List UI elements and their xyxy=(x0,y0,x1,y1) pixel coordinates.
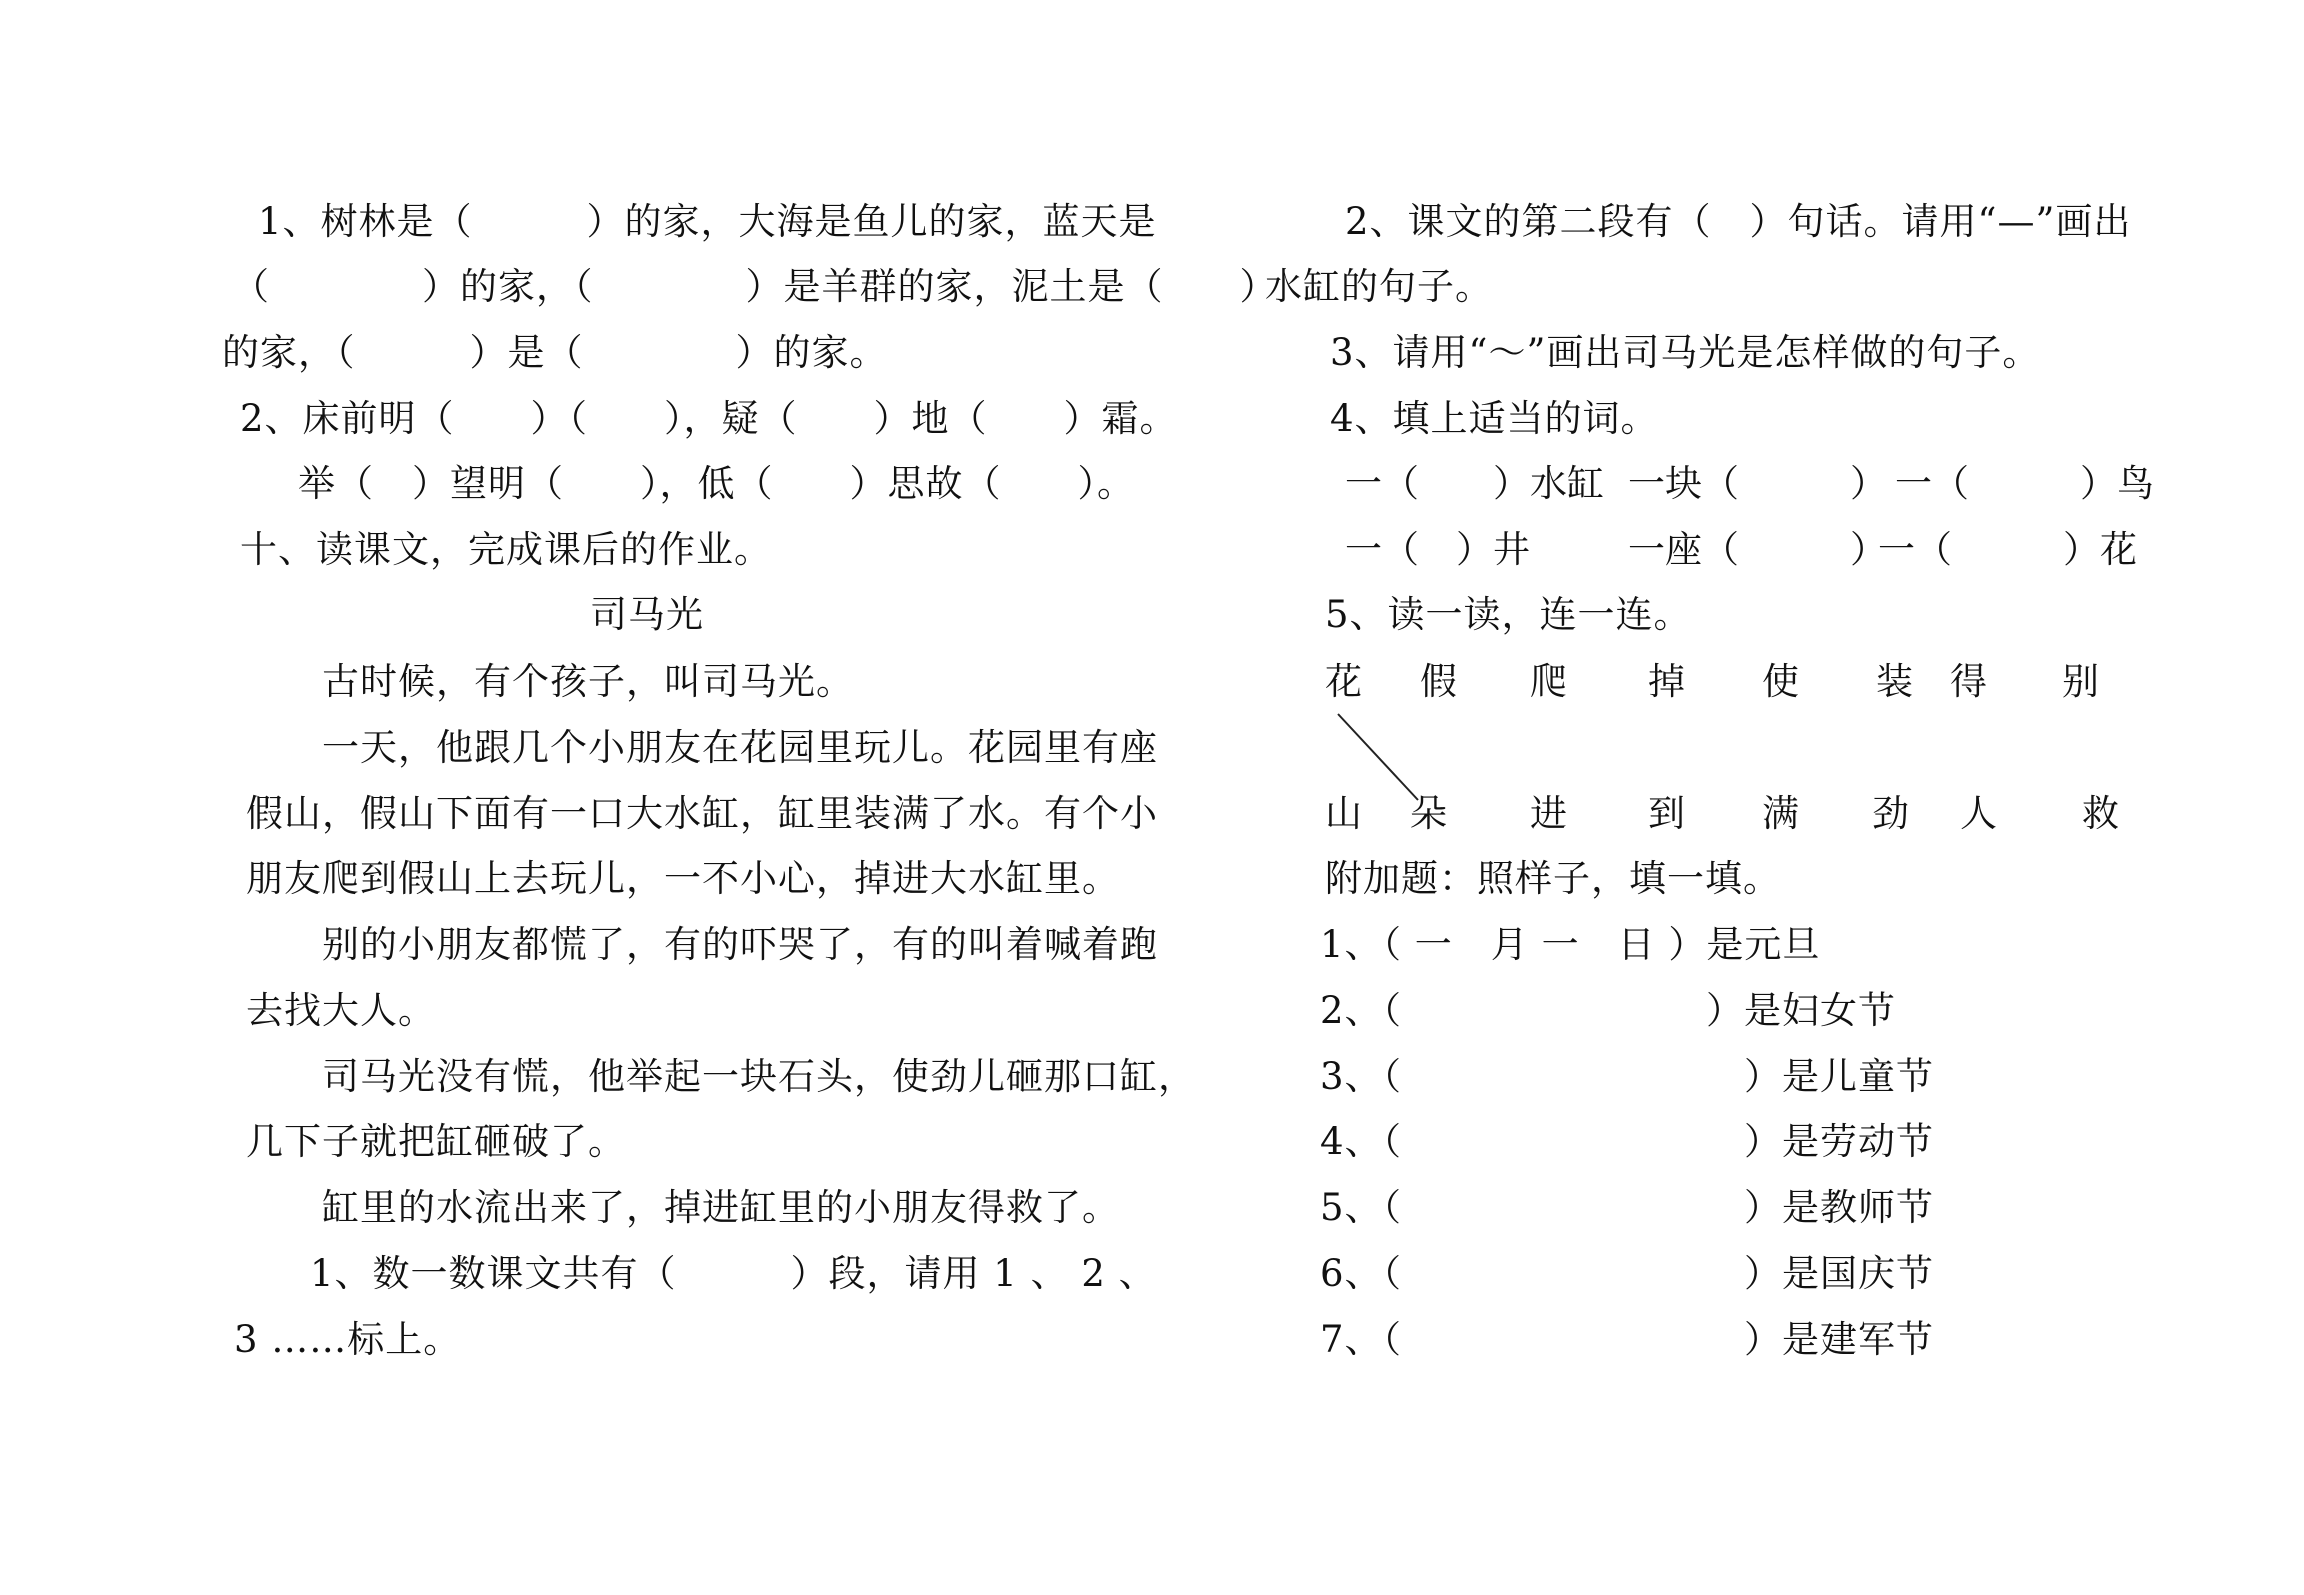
bonus-item-6: 6、（ ）是国庆节 xyxy=(1320,1252,1935,1295)
story-paragraph-1: 古时候，有个孩子，叫司马光。 xyxy=(322,660,854,703)
match-top-char[interactable]: 得 xyxy=(1950,660,1987,703)
fill-item: 一（ ）鸟 xyxy=(1895,462,2154,505)
match-bottom-char[interactable]: 人 xyxy=(1960,792,1997,835)
match-bottom-char[interactable]: 劲 xyxy=(1872,792,1909,835)
match-top-char[interactable]: 别 xyxy=(2062,660,2099,703)
match-bottom-char[interactable]: 朵 xyxy=(1410,792,1447,835)
story-paragraph-2-line-1: 一天，他跟几个小朋友在花园里玩儿。花园里有座 xyxy=(322,726,1158,769)
q1-line-3: 的家，（ ）是（ ）的家。 xyxy=(222,331,888,374)
q2-line-1: 2、床前明（ ）（ ），疑（ ）地（ ）霜。 xyxy=(240,397,1178,440)
story-paragraph-3-line-1: 别的小朋友都慌了，有的吓哭了，有的叫着喊着跑 xyxy=(322,923,1158,966)
q1-line-2: （ ）的家，（ ）是羊群的家，泥土是（ ） xyxy=(232,265,1278,308)
bonus-item-5: 5、（ ）是教师节 xyxy=(1320,1186,1935,1229)
exercise-5: 5、读一读，连一连。 xyxy=(1325,593,1692,636)
match-top-char[interactable]: 假 xyxy=(1420,660,1457,703)
bonus-title: 附加题：照样子，填一填。 xyxy=(1325,857,1781,900)
match-bottom-row xyxy=(0,792,2304,836)
fill-item: 一（ ）花 xyxy=(1878,528,2137,571)
bonus-item-2: 2、（ ）是妇女节 xyxy=(1320,989,1897,1032)
fill-item: 一（ ）井 xyxy=(1345,528,1530,571)
match-bottom-char[interactable]: 满 xyxy=(1762,792,1799,835)
bonus-item-4: 4、（ ）是劳动节 xyxy=(1320,1120,1935,1163)
fill-item: 一座（ ） xyxy=(1628,528,1887,571)
match-top-char[interactable]: 使 xyxy=(1762,660,1799,703)
fill-item: 一（ ）水缸 xyxy=(1345,462,1604,505)
match-bottom-char[interactable]: 山 xyxy=(1325,792,1362,835)
exercise-4: 4、填上适当的词。 xyxy=(1330,397,1659,440)
fill-item: 一块（ ） xyxy=(1628,462,1887,505)
story-paragraph-5: 缸里的水流出来了，掉进缸里的小朋友得救了。 xyxy=(322,1186,1120,1229)
story-paragraph-4-line-2: 几下子就把缸砸破了。 xyxy=(246,1120,626,1163)
q1-line-1: 1、树林是（ ）的家，大海是鱼儿的家，蓝天是 xyxy=(258,200,1157,243)
match-top-char[interactable]: 装 xyxy=(1876,660,1913,703)
story-paragraph-4-line-1: 司马光没有慌，他举起一块石头，使劲儿砸那口缸， xyxy=(322,1055,1196,1098)
q2-line-2: 举（ ）望明（ ），低（ ）思故（ ）。 xyxy=(298,462,1135,505)
exercise-2-line-2: 水缸的句子。 xyxy=(1265,265,1493,308)
exercise-1-line-2: 3 ……标上。 xyxy=(234,1318,462,1361)
match-top-char[interactable]: 掉 xyxy=(1648,660,1685,703)
story-paragraph-2-line-3: 朋友爬到假山上去玩儿，一不小心，掉进大水缸里。 xyxy=(246,857,1120,900)
exercise-1-line-1: 1、数一数课文共有（ ）段，请用 1 、 2 、 xyxy=(310,1252,1157,1295)
section-title: 十、读课文，完成课后的作业。 xyxy=(240,528,772,571)
story-paragraph-3-line-2: 去找大人。 xyxy=(246,989,436,1032)
match-top-char[interactable]: 花 xyxy=(1325,660,1362,703)
match-bottom-char[interactable]: 到 xyxy=(1648,792,1685,835)
bonus-item-7: 7、（ ）是建军节 xyxy=(1320,1318,1935,1361)
story-title: 司马光 xyxy=(590,593,704,636)
match-bottom-char[interactable]: 进 xyxy=(1530,792,1567,835)
bonus-item-3: 3、（ ）是儿童节 xyxy=(1320,1055,1935,1098)
bonus-item-1: 1、（ 一 月 一 日 ）是元旦 xyxy=(1320,923,1821,966)
exercise-2-line-1: 2、课文的第二段有（ ）句话。请用“—”画出 xyxy=(1345,200,2132,243)
exercise-3: 3、请用“～”画出司马光是怎样做的句子。 xyxy=(1330,331,2041,374)
story-paragraph-2-line-2: 假山，假山下面有一口大水缸，缸里装满了水。有个小 xyxy=(246,792,1158,835)
match-top-char[interactable]: 爬 xyxy=(1530,660,1567,703)
match-bottom-char[interactable]: 救 xyxy=(2082,792,2119,835)
